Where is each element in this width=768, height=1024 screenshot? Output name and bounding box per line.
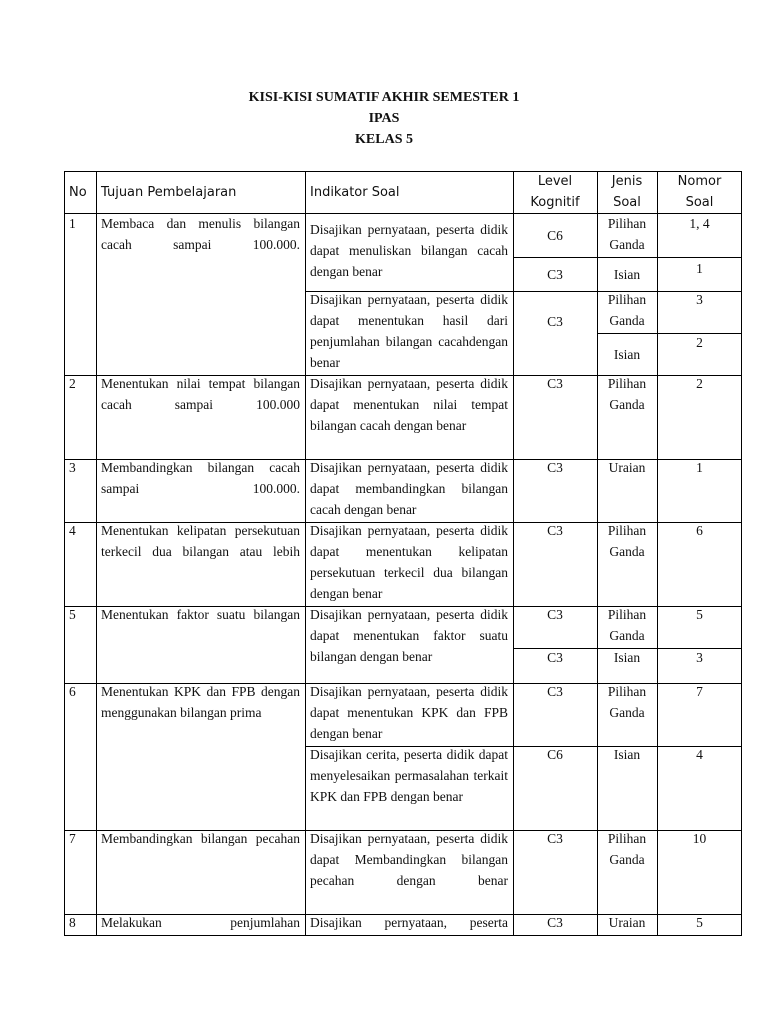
row2-jenis: Pilihan Ganda: [607, 376, 647, 412]
row-divider: [64, 375, 742, 376]
row-divider: [64, 830, 742, 831]
row7-indikator: Disajikan pernyataan, peserta didik dapat Membandingkan bilangan pecahan dengan benar: [310, 831, 508, 888]
header-indikator: Indikator Soal: [310, 184, 400, 200]
title-line-1: KISI-KISI SUMATIF AKHIR SEMESTER 1: [248, 90, 520, 105]
title-line-3: KELAS 5: [355, 132, 413, 147]
row6-level-1: C3: [547, 684, 563, 699]
row-divider: [64, 213, 742, 214]
row2-level: C3: [547, 376, 563, 391]
column-divider: [597, 171, 598, 935]
column-divider: [305, 171, 306, 935]
row6-jenis-1: Pilihan Ganda: [607, 684, 647, 720]
row4-no: 4: [69, 523, 76, 538]
row-divider: [64, 914, 742, 915]
row8-indikator: Disajikan pernyataan, peserta: [310, 915, 508, 930]
header-nomor: Nomor Soal: [677, 174, 722, 210]
row1-indikator-2: Disajikan pernyataan, peserta didik dapat menentukan hasil dari penjumlahan bilangan cacahdengan benar: [310, 292, 508, 370]
row8-no: 8: [69, 915, 76, 930]
row3-indikator: Disajikan pernyataan, peserta didik dapat membandingkan bilangan cacah dengan benar: [310, 460, 508, 517]
row1-nomor-2b: 2: [696, 334, 703, 350]
column-divider: [657, 171, 658, 935]
row6-no: 6: [69, 684, 76, 699]
subrow-divider: [597, 333, 742, 334]
row5-tujuan: Menentukan faktor suatu bilangan: [101, 607, 300, 622]
row1-no: 1: [69, 216, 76, 231]
row1-jenis-1a: Pilihan Ganda: [607, 216, 647, 252]
row-divider: [64, 606, 742, 607]
row6-nomor-1: 7: [696, 684, 703, 699]
row2-no: 2: [69, 376, 76, 391]
row7-tujuan: Membandingkan bilangan pecahan: [101, 831, 300, 846]
row2-tujuan: Menentukan nilai tempat bilangan cacah sampai 100.000: [101, 376, 300, 412]
document-title: [0, 87, 768, 150]
row8-level: C3: [547, 915, 563, 930]
row4-tujuan: Menentukan kelipatan persekutuan terkecil dua bilangan atau lebih: [101, 523, 300, 559]
column-divider: [513, 171, 514, 935]
row3-nomor: 1: [696, 460, 703, 475]
title-line-2: IPAS: [368, 111, 400, 126]
row5-nomor-1: 5: [696, 607, 703, 622]
row1-indikator-1: Disajikan pernyataan, peserta didik dapat menuliskan bilangan cacah dengan benar: [310, 222, 508, 279]
subrow-divider: [305, 291, 742, 292]
row7-jenis: Pilihan Ganda: [607, 831, 647, 867]
row8-nomor: 5: [696, 915, 703, 930]
row7-nomor: 10: [692, 831, 707, 846]
row1-jenis-2b: Isian: [613, 346, 641, 362]
header-tujuan: Tujuan Pembelajaran: [101, 184, 237, 200]
table-border-right: [741, 171, 742, 935]
row1-nomor-2a: 3: [696, 292, 703, 307]
row2-indikator: Disajikan pernyataan, peserta didik dapat menentukan nilai tempat bilangan cacah dengan benar: [310, 376, 508, 433]
row6-indikator-2: Disajikan cerita, peserta didik dapat menyelesaikan permasalahan terkait KPK dan FPB dengan benar: [310, 747, 508, 804]
row-divider: [64, 522, 742, 523]
row1-level-2: C3: [547, 313, 563, 329]
row6-tujuan: Menentukan KPK dan FPB dengan menggunakan bilangan prima: [101, 684, 300, 720]
row5-jenis-2: Isian: [613, 650, 641, 665]
row2-nomor: 2: [696, 376, 703, 391]
table-border-left: [64, 171, 65, 935]
subrow-divider: [513, 648, 742, 649]
row6-jenis-2: Isian: [613, 747, 641, 762]
row5-level-2: C3: [547, 650, 563, 665]
row3-jenis: Uraian: [608, 460, 646, 475]
header-no: No: [69, 184, 87, 200]
row5-no: 5: [69, 607, 76, 622]
row1-nomor-1a: 1, 4: [689, 216, 710, 231]
row1-level-1b: C3: [547, 266, 563, 282]
row4-nomor: 6: [696, 523, 703, 538]
row3-level: C3: [547, 460, 563, 475]
row8-tujuan: Melakukan penjumlahan: [101, 915, 300, 930]
row1-level-1a: C6: [547, 227, 563, 243]
row5-jenis-1: Pilihan Ganda: [607, 607, 647, 643]
row6-nomor-2: 4: [696, 747, 703, 762]
row8-jenis: Uraian: [608, 915, 646, 930]
header-level: Level Kognitif: [530, 174, 580, 210]
row1-nomor-1b: 1: [696, 260, 703, 276]
row5-indikator: Disajikan pernyataan, peserta didik dapat menentukan faktor suatu bilangan dengan benar: [310, 607, 508, 664]
row4-level: C3: [547, 523, 563, 538]
row6-indikator-1: Disajikan pernyataan, peserta didik dapat menentukan KPK dan FPB dengan benar: [310, 684, 508, 741]
row1-jenis-1b: Isian: [613, 266, 641, 282]
table-border-top: [64, 171, 742, 172]
column-divider: [96, 171, 97, 935]
subrow-divider: [305, 746, 742, 747]
row-divider: [64, 683, 742, 684]
row5-level-1: C3: [547, 607, 563, 622]
row1-tujuan: Membaca dan menulis bilangan cacah sampai 100.000.: [101, 216, 300, 252]
header-jenis: Jenis Soal: [611, 174, 643, 210]
row4-jenis: Pilihan Ganda: [607, 523, 647, 559]
row6-level-2: C6: [547, 747, 563, 762]
row7-no: 7: [69, 831, 76, 846]
table-border-bottom: [64, 935, 742, 936]
row5-nomor-2: 3: [696, 650, 703, 665]
row1-jenis-2a: Pilihan Ganda: [607, 292, 647, 328]
subrow-divider: [513, 257, 742, 258]
row3-no: 3: [69, 460, 76, 475]
row4-indikator: Disajikan pernyataan, peserta didik dapat menentukan kelipatan persekutuan terkecil dua bilangan dengan benar: [310, 523, 508, 601]
row3-tujuan: Membandingkan bilangan cacah sampai 100.000.: [101, 460, 300, 496]
row-divider: [64, 459, 742, 460]
row7-level: C3: [547, 831, 563, 846]
